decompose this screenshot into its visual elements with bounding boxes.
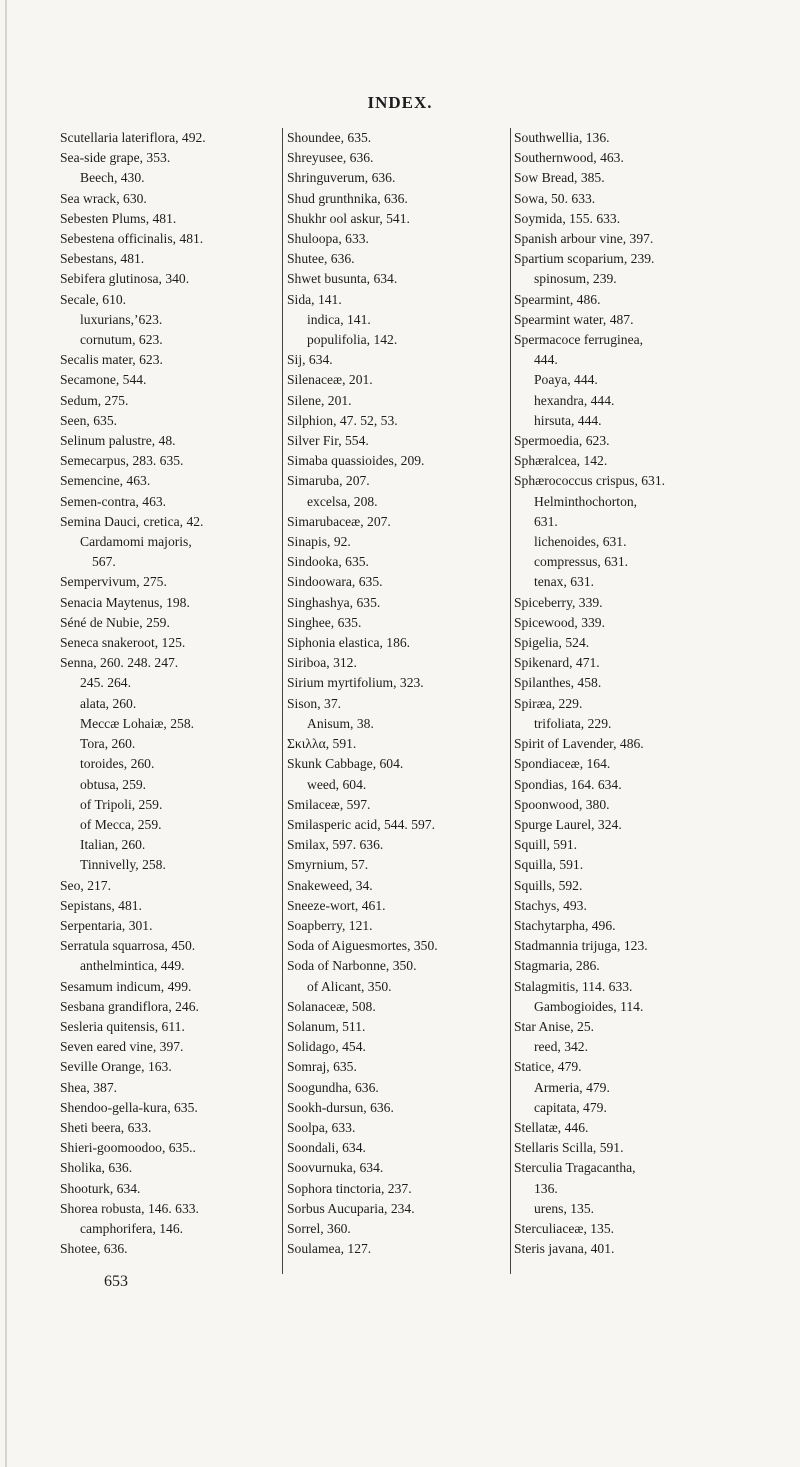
- index-entry: Sindooka, 635.: [287, 554, 369, 570]
- index-entry: Sebifera glutinosa, 340.: [60, 271, 190, 287]
- index-entry: Sindoowara, 635.: [287, 574, 383, 590]
- index-entry: Shotee, 636.: [60, 1241, 128, 1257]
- index-entry: Soovurnuka, 634.: [287, 1160, 384, 1176]
- index-entry: Sneeze-wort, 461.: [287, 897, 386, 913]
- index-entry: Sorrel, 360.: [287, 1220, 351, 1236]
- index-entry: Senacia Maytenus, 198.: [60, 594, 190, 610]
- index-entry: alata, 260.: [80, 695, 137, 711]
- index-entry: reed, 342.: [534, 1039, 588, 1055]
- index-column-3: [514, 128, 746, 1259]
- index-entry: obtusa, 259.: [80, 776, 147, 792]
- index-entry: 444.: [534, 352, 558, 368]
- index-entry: Smilaceæ, 597.: [287, 796, 371, 812]
- index-entry: luxurians,’623.: [80, 311, 163, 327]
- index-entry: Soondali, 634.: [287, 1140, 366, 1156]
- index-column-1: [60, 128, 278, 1259]
- index-entry: Sheti beera, 633.: [60, 1119, 152, 1135]
- index-entry: excelsa, 208.: [307, 493, 378, 509]
- index-entry: Séné de Nubie, 259.: [60, 614, 170, 630]
- index-entry: Shwet busunta, 634.: [287, 271, 398, 287]
- index-entry: Smyrnium, 57.: [287, 857, 369, 873]
- index-entry: populifolia, 142.: [307, 332, 398, 348]
- index-entry: Stadmannia trijuga, 123.: [514, 938, 648, 954]
- index-entry: Sempervivum, 275.: [60, 574, 167, 590]
- index-entry: hirsuta, 444.: [534, 412, 602, 428]
- index-entry: Southernwood, 463.: [514, 150, 624, 166]
- index-entry: Soymida, 155. 633.: [514, 210, 621, 226]
- index-entry: Seen, 635.: [60, 412, 118, 428]
- index-entry: Sepistans, 481.: [60, 897, 142, 913]
- index-entry: Sorbus Aucuparia, 234.: [287, 1200, 415, 1216]
- index-entry: 136.: [534, 1180, 558, 1196]
- index-entry: Armeria, 479.: [534, 1079, 610, 1095]
- index-entry: Soulamea, 127.: [287, 1241, 372, 1257]
- index-entry: Secamone, 544.: [60, 372, 147, 388]
- page-title: INDEX.: [367, 93, 433, 112]
- index-entry: lichenoides, 631.: [534, 534, 627, 550]
- index-entry: Stagmaria, 286.: [514, 958, 600, 974]
- index-entry: Southwellia, 136.: [514, 130, 610, 145]
- index-entry: Solanum, 511.: [287, 1018, 366, 1034]
- index-entry: Meccæ Lohaiæ, 258.: [80, 715, 195, 731]
- index-entry: Secale, 610.: [60, 291, 127, 307]
- index-entry: Tora, 260.: [80, 736, 136, 752]
- index-column-2: [287, 128, 511, 1259]
- index-entry: Sirium myrtifolium, 323.: [287, 675, 424, 691]
- index-entry: Spartium scoparium, 239.: [514, 251, 655, 267]
- index-entry: Sow Bread, 385.: [514, 170, 605, 186]
- index-entry: Shendoo-gella-kura, 635.: [60, 1099, 198, 1115]
- index-entry: tenax, 631.: [534, 574, 595, 590]
- index-entry: Shutee, 636.: [287, 251, 355, 267]
- index-entry: Steris javana, 401.: [514, 1241, 615, 1257]
- index-entry: Helminthochorton,: [534, 493, 638, 509]
- index-entry: Sebestans, 481.: [60, 251, 145, 267]
- index-entry: Simarubaceæ, 207.: [287, 513, 391, 529]
- index-entry: Soapberry, 121.: [287, 917, 373, 933]
- index-entry: Silver Fir, 554.: [287, 433, 369, 449]
- index-entry: Soda of Aiguesmortes, 350.: [287, 938, 438, 954]
- index-entry: Sebestena officinalis, 481.: [60, 231, 204, 247]
- index-entry: Italian, 260.: [80, 837, 146, 853]
- index-entry: Scutellaria lateriflora, 492.: [60, 130, 206, 145]
- index-entry: capitata, 479.: [534, 1099, 607, 1115]
- index-entry: Singhee, 635.: [287, 614, 362, 630]
- index-entry: Spikenard, 471.: [514, 655, 600, 671]
- index-entry: Soolpa, 633.: [287, 1119, 356, 1135]
- index-entry: Singhashya, 635.: [287, 594, 381, 610]
- index-entry: Spirit of Lavender, 486.: [514, 736, 644, 752]
- index-entry: Soda of Narbonne, 350.: [287, 958, 417, 974]
- index-entry: Secalis mater, 623.: [60, 352, 163, 368]
- index-entry: Shea, 387.: [60, 1079, 118, 1095]
- index-entry: of Tripoli, 259.: [80, 796, 163, 812]
- index-entry: Semecarpus, 283. 635.: [60, 453, 184, 469]
- index-entry: Squill, 591.: [514, 837, 578, 853]
- index-entry: Gambogioides, 114.: [534, 998, 644, 1014]
- index-entry: Spiceberry, 339.: [514, 594, 603, 610]
- index-entry: Squills, 592.: [514, 877, 583, 893]
- index-entry: Simaruba, 207.: [287, 473, 370, 489]
- index-entry: 245. 264.: [80, 675, 131, 691]
- index-entry: Spermacoce ferruginea,: [514, 332, 644, 348]
- index-entry: Sholika, 636.: [60, 1160, 133, 1176]
- index-entry: Sesbana grandiflora, 246.: [60, 998, 199, 1014]
- index-entry: 567.: [92, 554, 116, 570]
- index-entry: Shringuverum, 636.: [287, 170, 396, 186]
- index-entry: Solidago, 454.: [287, 1039, 366, 1055]
- index-entry: cornutum, 623.: [80, 332, 163, 348]
- index-entry: Spurge Laurel, 324.: [514, 816, 622, 832]
- index-entry: Star Anise, 25.: [514, 1018, 595, 1034]
- index-entry: Smilasperic acid, 544. 597.: [287, 816, 435, 832]
- index-entry: Sterculiaceæ, 135.: [514, 1220, 615, 1236]
- index-entry: Sphæralcea, 142.: [514, 453, 608, 469]
- index-entry: Silenaceæ, 201.: [287, 372, 373, 388]
- index-entry: spinosum, 239.: [534, 271, 617, 287]
- index-entry: Seneca snakeroot, 125.: [60, 635, 186, 651]
- index-entry: Sinapis, 92.: [287, 534, 351, 550]
- index-entry: Seville Orange, 163.: [60, 1059, 172, 1075]
- index-entry: Cardamomi majoris,: [80, 534, 192, 550]
- index-entry: of Mecca, 259.: [80, 816, 162, 832]
- index-entry: Sison, 37.: [287, 695, 342, 711]
- index-entry: Spanish arbour vine, 397.: [514, 231, 654, 247]
- index-entry: hexandra, 444.: [534, 392, 615, 408]
- index-entry: Spondias, 164. 634.: [514, 776, 622, 792]
- index-entry: Sphærococcus crispus, 631.: [514, 473, 666, 489]
- index-entry: Shoundee, 635.: [287, 130, 372, 145]
- index-entry: trifoliata, 229.: [534, 715, 612, 731]
- index-entry: Sea-side grape, 353.: [60, 150, 171, 166]
- index-entry: Statice, 479.: [514, 1059, 582, 1075]
- index-entry: Semina Dauci, cretica, 42.: [60, 513, 204, 529]
- index-entry: Spiræa, 229.: [514, 695, 583, 711]
- index-entry: Siriboa, 312.: [287, 655, 357, 671]
- index-entry: Solanaceæ, 508.: [287, 998, 376, 1014]
- index-entry: Stachytarpha, 496.: [514, 917, 616, 933]
- index-entry: Shud grunthnika, 636.: [287, 190, 408, 206]
- index-entry: Σκιλλα, 591.: [287, 736, 357, 752]
- column-divider: [282, 128, 283, 1274]
- index-entry: camphorifera, 146.: [80, 1220, 184, 1236]
- index-entry: Spearmint, 486.: [514, 291, 601, 307]
- index-entry: Semencine, 463.: [60, 473, 151, 489]
- index-entry: Spigelia, 524.: [514, 635, 590, 651]
- index-entry: Sij, 634.: [287, 352, 333, 368]
- index-entry: 631.: [534, 513, 558, 529]
- index-entry: Serpentaria, 301.: [60, 917, 153, 933]
- index-entry: Sesamum indicum, 499.: [60, 978, 192, 994]
- index-entry: Semen-contra, 463.: [60, 493, 167, 509]
- index-entry: Shorea robusta, 146. 633.: [60, 1200, 199, 1216]
- index-entry: Sedum, 275.: [60, 392, 129, 408]
- page-number: 653: [104, 1273, 128, 1290]
- index-entry: Sookh-dursun, 636.: [287, 1099, 394, 1115]
- index-entry: Shukhr ool askur, 541.: [287, 210, 410, 226]
- index-entry: Sida, 141.: [287, 291, 342, 307]
- index-entry: Somraj, 635.: [287, 1059, 357, 1075]
- index-entry: Sesleria quitensis, 611.: [60, 1018, 185, 1034]
- index-entry: Beech, 430.: [80, 170, 145, 186]
- index-entry: Spearmint water, 487.: [514, 311, 634, 327]
- index-entry: Skunk Cabbage, 604.: [287, 756, 404, 772]
- index-entry: urens, 135.: [534, 1200, 595, 1216]
- index-entry: Squilla, 591.: [514, 857, 584, 873]
- index-entry: Stellaris Scilla, 591.: [514, 1140, 624, 1156]
- index-entry: Shieri-goomoodoo, 635..: [60, 1140, 196, 1156]
- index-entry: Shreyusee, 636.: [287, 150, 374, 166]
- index-entry: Spondiaceæ, 164.: [514, 756, 611, 772]
- index-entry: Shooturk, 634.: [60, 1180, 141, 1196]
- index-entry: Shuloopa, 633.: [287, 231, 369, 247]
- index-entry: compressus, 631.: [534, 554, 629, 570]
- index-entry: Seo, 217.: [60, 877, 111, 893]
- index-entry: anthelmintica, 449.: [80, 958, 185, 974]
- index-entry: Sea wrack, 630.: [60, 190, 147, 206]
- index-entry: Spoonwood, 380.: [514, 796, 610, 812]
- index-entry: Soogundha, 636.: [287, 1079, 379, 1095]
- index-entry: Stachys, 493.: [514, 897, 587, 913]
- index-entry: Stellatæ, 446.: [514, 1119, 589, 1135]
- index-entry: Poaya, 444.: [534, 372, 598, 388]
- index-entry: Sophora tinctoria, 237.: [287, 1180, 412, 1196]
- index-entry: Senna, 260. 248. 247.: [60, 655, 179, 671]
- index-entry: Simaba quassioides, 209.: [287, 453, 425, 469]
- index-entry: Sterculia Tragacantha,: [514, 1160, 636, 1176]
- index-entry: Anisum, 38.: [307, 715, 374, 731]
- index-entry: Tinnivelly, 258.: [80, 857, 166, 873]
- index-entry: Stalagmitis, 114. 633.: [514, 978, 633, 994]
- index-entry: Selinum palustre, 48.: [60, 433, 176, 449]
- index-entry: of Alicant, 350.: [307, 978, 392, 994]
- index-entry: Sebesten Plums, 481.: [60, 210, 177, 226]
- index-entry: Silene, 201.: [287, 392, 352, 408]
- index-entry: Snakeweed, 34.: [287, 877, 373, 893]
- index-entry: Siphonia elastica, 186.: [287, 635, 411, 651]
- index-entry: Serratula squarrosa, 450.: [60, 938, 196, 954]
- index-entry: Seven eared vine, 397.: [60, 1039, 184, 1055]
- column-divider: [510, 128, 511, 1274]
- index-entry: Smilax, 597. 636.: [287, 837, 384, 853]
- index-entry: Silphion, 47. 52, 53.: [287, 412, 398, 428]
- index-entry: weed, 604.: [307, 776, 367, 792]
- index-entry: Spermoedia, 623.: [514, 433, 610, 449]
- index-entry: Sowa, 50. 633.: [514, 190, 596, 206]
- index-entry: Spicewood, 339.: [514, 614, 605, 630]
- index-entry: toroides, 260.: [80, 756, 155, 772]
- index-entry: Spilanthes, 458.: [514, 675, 602, 691]
- index-entry: indica, 141.: [307, 311, 371, 327]
- page-edge-shadow: [5, 0, 7, 1467]
